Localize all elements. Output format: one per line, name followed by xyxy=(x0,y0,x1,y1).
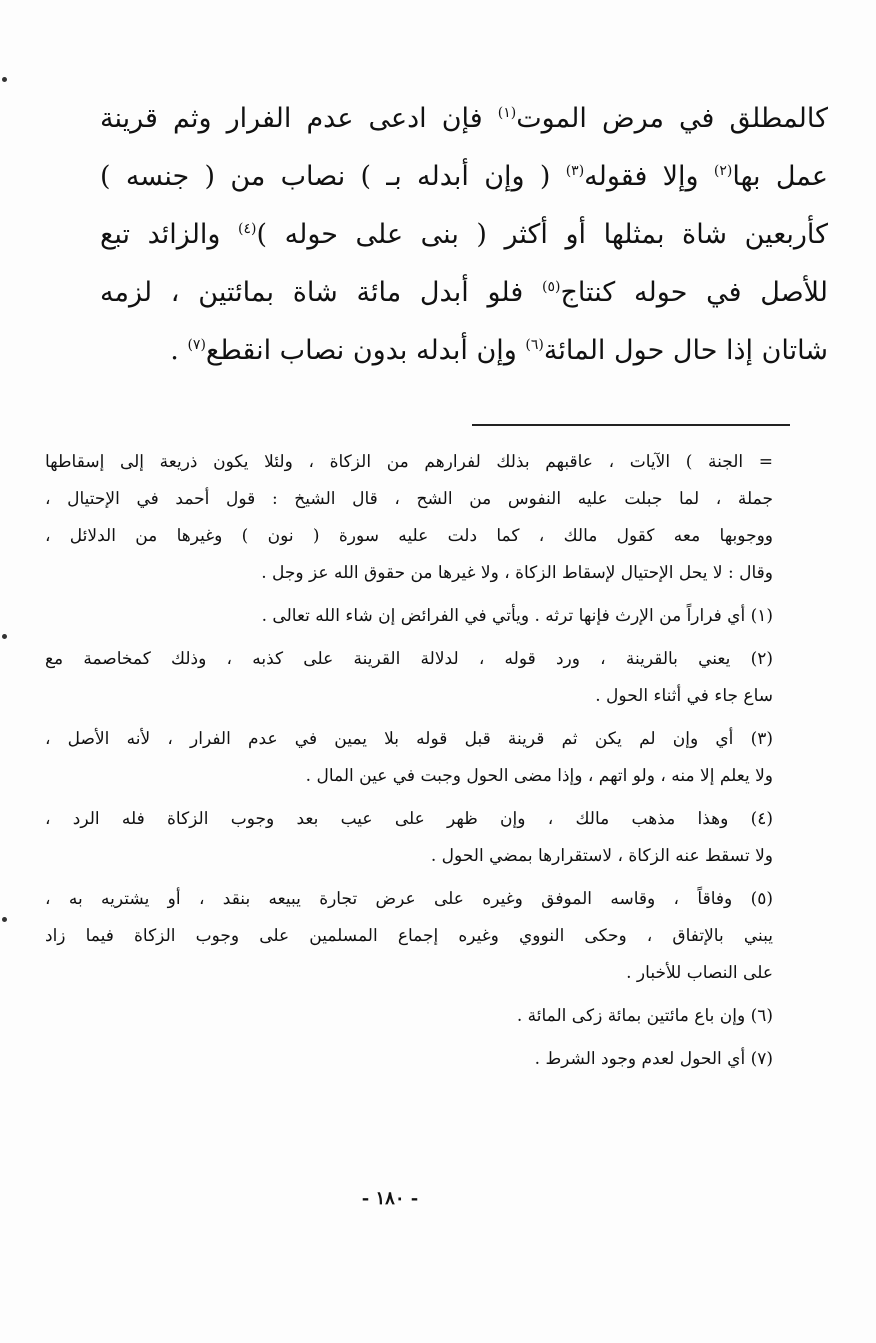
note-line: ولا تسقط عنه الزكاة ، لاستقرارها بمضي الحول . xyxy=(430,846,773,866)
main-text-fragment: عمل بها xyxy=(732,161,829,192)
main-text-fragment: فإن ادعى عدم الفرار وثم قرينة xyxy=(100,103,498,134)
footnote-1 xyxy=(45,598,773,635)
main-text-fragment: كأربعين شاة بمثلها أو أكثر ( بنى على حوله ) xyxy=(256,219,828,250)
footnote-7 xyxy=(45,1041,773,1078)
footnote-reference: (٣) xyxy=(565,163,585,179)
note-line: ووجوبها معه كقول مالك ، كما دلت عليه سورة ( نون ) وغيرها من الدلائل ، xyxy=(45,526,773,546)
margin-mark xyxy=(2,634,7,639)
note-line: (٢) يعني بالقرينة ، ورد قوله ، لدلالة القرينة على كذبه ، وذلك كمخاصمة مع xyxy=(45,649,773,669)
footnote-reference: (٤) xyxy=(238,221,257,237)
note-line: (٦) وإن باع مائتين بمائة زكى المائة . xyxy=(516,1006,773,1026)
footnote-5 xyxy=(45,881,773,992)
main-text-fragment: فلو أبدل مائة شاة بمائتين ، لزمه xyxy=(100,277,543,308)
footnote-4 xyxy=(45,801,773,875)
main-text-fragment: . xyxy=(170,335,188,366)
footnote-separator xyxy=(472,424,790,426)
footnote-3 xyxy=(45,721,773,795)
main-text-fragment: شاتان إذا حال حول المائة xyxy=(543,335,828,366)
note-line: (٥) وفاقاً ، وقاسه الموفق وغيره على عرض تجارة يبيعه بنقد ، أو يشتريه به ، xyxy=(45,889,773,909)
page-number: - ١٨٠ - xyxy=(361,1188,419,1209)
footnote-reference: (٦) xyxy=(525,337,544,353)
note-line: جملة ، لما جبلت عليه النفوس من الشح ، قال الشيخ : قول أحمد في الإحتيال ، xyxy=(45,489,773,509)
margin-mark xyxy=(2,77,7,82)
main-text-fragment: وإلا فقوله xyxy=(584,161,714,192)
main-line-4 xyxy=(100,264,828,322)
note-line: = الجنة ) الآيات ، عاقبهم بذلك لفرارهم من الزكاة ، ولئلا يكون ذريعة إلى إسقاطها xyxy=(45,452,773,472)
note-line: ساع جاء في أثناء الحول . xyxy=(595,686,773,706)
note-line: ولا يعلم إلا منه ، ولو اتهم ، وإذا مضى الحول وجبت في عين المال . xyxy=(305,766,773,786)
footnote-6 xyxy=(45,998,773,1035)
margin-mark xyxy=(2,917,7,922)
main-line-1 xyxy=(100,90,828,148)
main-text-fragment: وإن أبدله بدون نصاب انقطع xyxy=(205,335,526,366)
main-line-5 xyxy=(100,322,828,380)
main-text-fragment: ( وإن أبدله بـ ) نصاب من ( جنسه ) xyxy=(100,161,566,192)
main-text xyxy=(100,90,828,380)
footnote-reference: (٧) xyxy=(187,337,206,353)
note-line: (١) أي فراراً من الإرث فإنها ترثه . ويأتي في الفرائض إن شاء الله تعالى . xyxy=(261,606,773,626)
note-line: (٤) وهذا مذهب مالك ، وإن ظهر على عيب بعد وجوب الزكاة فله الرد ، xyxy=(45,809,773,829)
footnote-2 xyxy=(45,641,773,715)
footnotes-section xyxy=(45,444,773,1078)
main-text-fragment: للأصل في حوله كنتاج xyxy=(560,277,829,308)
continued-note xyxy=(45,444,773,592)
note-line: يبني بالإتفاق ، وحكى النووي وغيره إجماع المسلمين على وجوب الزكاة فيما زاد xyxy=(45,926,773,946)
main-text-fragment: كالمطلق في مرض الموت xyxy=(516,103,828,134)
main-text-fragment: والزائد تبع xyxy=(100,219,239,250)
note-line: وقال : لا يحل الإحتيال لإسقاط الزكاة ، ولا غيرها من حقوق الله عز وجل . xyxy=(261,563,773,583)
note-line: على النصاب للأخبار . xyxy=(626,963,773,983)
footnote-reference: (٥) xyxy=(542,279,561,295)
note-line: (٧) أي الحول لعدم وجود الشرط . xyxy=(534,1049,773,1069)
footnote-reference: (٢) xyxy=(713,163,733,179)
footnote-reference: (١) xyxy=(497,105,517,121)
main-line-2 xyxy=(100,148,828,206)
note-line: (٣) أي وإن لم يكن ثم قرينة قبل قوله بلا يمين في عدم الفرار ، لأنه الأصل ، xyxy=(45,729,773,749)
main-line-3 xyxy=(100,206,828,264)
